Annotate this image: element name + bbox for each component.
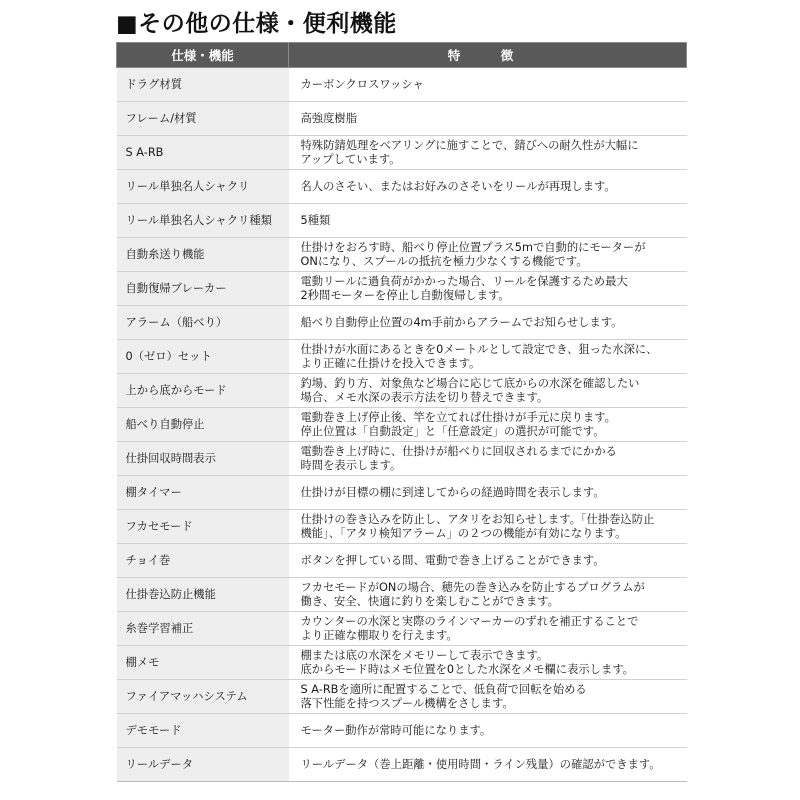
- spec-description-cell: 棚または底の水深をメモリーして表示できます。 底からモード時はメモ位置を0とした水深をメモ欄に表示します。: [289, 646, 687, 680]
- table-row: [117, 544, 687, 578]
- table-row: [117, 68, 687, 102]
- spec-description-cell: 電動リールに過負荷がかかった場合、リールを保護するため最大 2秒間モーターを停止し自動復帰します。: [289, 272, 687, 306]
- spec-name-cell: 上から底からモード: [117, 374, 289, 408]
- column-header-feature: 仕様・機能: [117, 43, 289, 68]
- table-row: [117, 510, 687, 544]
- spec-name-cell: チョイ巻: [117, 544, 289, 578]
- spec-name-cell: 糸巻学習補正: [117, 612, 289, 646]
- table-row: [117, 136, 687, 170]
- spec-description-cell: 高強度樹脂: [289, 102, 687, 136]
- spec-name-cell: 仕掛回収時間表示: [117, 442, 289, 476]
- spec-table: [116, 42, 687, 782]
- spec-name-cell: S A-RB: [117, 136, 289, 170]
- spec-name-cell: 自動糸送り機能: [117, 238, 289, 272]
- table-row: [117, 612, 687, 646]
- table-row: [117, 646, 687, 680]
- table-row: [117, 238, 687, 272]
- spec-name-cell: 0（ゼロ）セット: [117, 340, 289, 374]
- spec-description-cell: モーター動作が常時可能になります。: [289, 714, 687, 748]
- spec-description-cell: ボタンを押している間、電動で巻き上げることができます。: [289, 544, 687, 578]
- table-row: [117, 102, 687, 136]
- spec-name-cell: リールデータ: [117, 748, 289, 782]
- spec-name-cell: フカセモード: [117, 510, 289, 544]
- spec-name-cell: リール単独名人シャクリ種類: [117, 204, 289, 238]
- spec-description-cell: 特殊防錆処理をベアリングに施すことで、錆びへの耐久性が大幅に アップしています。: [289, 136, 687, 170]
- spec-description-cell: 仕掛けをおろす時、船べり停止位置プラス5mで自動的にモーターが ONになり、スプールの抵抗を極力少なくする機能です。: [289, 238, 687, 272]
- spec-name-cell: 仕掛巻込防止機能: [117, 578, 289, 612]
- table-row: [117, 578, 687, 612]
- spec-name-cell: フレーム/材質: [117, 102, 289, 136]
- spec-name-cell: デモモード: [117, 714, 289, 748]
- spec-description-cell: 仕掛けの巻き込みを防止し、アタリをお知らせします。「仕掛巻込防止 機能」、「アタリ検知アラーム」の２つの機能が有効になります。: [289, 510, 687, 544]
- column-header-description: 特 徴: [289, 43, 687, 68]
- table-row: [117, 272, 687, 306]
- spec-description-cell: S A-RBを適所に配置することで、低負荷で回転を始める 落下性能を持つスプール機構をさします。: [289, 680, 687, 714]
- spec-description-cell: 電動巻き上げ時に、仕掛けが船べりに回収されるまでにかかる 時間を表示します。: [289, 442, 687, 476]
- spec-name-cell: ファイアマッハシステム: [117, 680, 289, 714]
- section-title: ■その他の仕様・便利機能: [116, 11, 397, 37]
- spec-description-cell: フカセモードがONの場合、穂先の巻き込みを防止するプログラムが 働き、安全、快適に釣りを楽しむことができます。: [289, 578, 687, 612]
- table-row: [117, 170, 687, 204]
- table-row: [117, 340, 687, 374]
- table-row: [117, 680, 687, 714]
- spec-description-cell: 船べり自動停止位置の4m手前からアラームでお知らせします。: [289, 306, 687, 340]
- spec-name-cell: アラーム（船べり）: [117, 306, 289, 340]
- spec-name-cell: ドラグ材質: [117, 68, 289, 102]
- table-row: [117, 374, 687, 408]
- spec-description-cell: 名人のさそい、またはお好みのさそいをリールが再現します。: [289, 170, 687, 204]
- spec-name-cell: 自動復帰ブレーカー: [117, 272, 289, 306]
- table-header-row: [117, 43, 687, 68]
- spec-name-cell: リール単独名人シャクリ: [117, 170, 289, 204]
- table-row: [117, 748, 687, 782]
- spec-description-cell: 釣場、釣り方、対象魚など場合に応じて底からの水深を確認したい 場合、メモ水深の表示方法を切り替えできます。: [289, 374, 687, 408]
- spec-description-cell: 仕掛けが水面にあるときを0メートルとして設定でき、狙った水深に、 より正確に仕掛けを投入できます。: [289, 340, 687, 374]
- table-row: [117, 442, 687, 476]
- table-row: [117, 714, 687, 748]
- spec-description-cell: 5種類: [289, 204, 687, 238]
- table-row: [117, 204, 687, 238]
- spec-description-cell: カーボンクロスワッシャ: [289, 68, 687, 102]
- spec-name-cell: 棚タイマー: [117, 476, 289, 510]
- spec-name-cell: 船べり自動停止: [117, 408, 289, 442]
- spec-description-cell: リールデータ（巻上距離・使用時間・ライン残量）の確認ができます。: [289, 748, 687, 782]
- table-row: [117, 306, 687, 340]
- spec-description-cell: カウンターの水深と実際のラインマーカーのずれを補正することで より正確な棚取りを行えます。: [289, 612, 687, 646]
- spec-name-cell: 棚メモ: [117, 646, 289, 680]
- table-row: [117, 408, 687, 442]
- table-row: [117, 476, 687, 510]
- spec-description-cell: 仕掛けが目標の棚に到達してからの経過時間を表示します。: [289, 476, 687, 510]
- spec-description-cell: 電動巻き上げ停止後、竿を立てれば仕掛けが手元に戻ります。 停止位置は「自動設定」と「任意設定」の選択が可能です。: [289, 408, 687, 442]
